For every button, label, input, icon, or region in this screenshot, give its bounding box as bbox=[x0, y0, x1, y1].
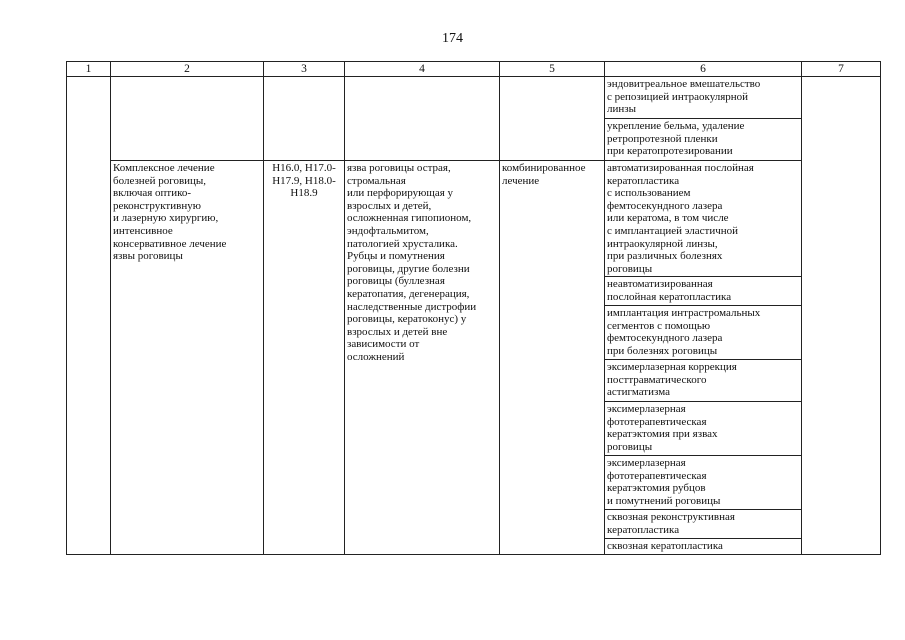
icd-codes-cell: H16.0, H17.0- H17.9, H18.0- H18.9 bbox=[264, 161, 345, 555]
method-cell: автоматизированная послойная кератопластика с использованием фемтосекундного лазера или кератома, в том числе с имплантацией эластичной интраокулярной линзы, при различных болезнях роговицы bbox=[605, 161, 802, 277]
prev-col5-cell bbox=[500, 77, 605, 161]
services-table bbox=[66, 61, 881, 555]
col1-cell bbox=[67, 77, 111, 555]
column-header-2: 2 bbox=[111, 62, 264, 77]
column-header-1: 1 bbox=[67, 62, 111, 77]
method-cell: имплантация интрастромальных сегментов с помощью фемтосекундного лазера при болезнях роговицы bbox=[605, 306, 802, 360]
method-cell: укрепление бельма, удаление ретропротезной пленки при кератопротезировании bbox=[605, 119, 802, 161]
method-cell: сквозная реконструктивная кератопластика bbox=[605, 510, 802, 539]
method-cell: сквозная кератопластика bbox=[605, 539, 802, 555]
method-cell: эксимерлазерная фототерапевтическая кератэктомия рубцов и помутнений роговицы bbox=[605, 456, 802, 510]
prev-col2-cell bbox=[111, 77, 264, 161]
column-header-3: 3 bbox=[264, 62, 345, 77]
prev-col3-cell bbox=[264, 77, 345, 161]
treatment-name-cell: Комплексное лечение болезней роговицы, включая оптико- реконструктивную и лазерную хирургию, интенсивное консервативное лечение язвы роговицы bbox=[111, 161, 264, 555]
column-header-7: 7 bbox=[802, 62, 881, 77]
method-cell: неавтоматизированная послойная кератопластика bbox=[605, 277, 802, 306]
column-header-6: 6 bbox=[605, 62, 802, 77]
column-header-5: 5 bbox=[500, 62, 605, 77]
diagnosis-cell: язва роговицы острая, стромальная или перфорирующая у взрослых и детей, осложненная гипопионом, эндофтальмитом, патологией хрусталика. Рубцы и помутнения роговицы, другие болезни роговицы (буллезная кератопатия, дегенерация, наследственные дистрофии роговицы, кератоконус) у взрослых и детей вне зависимости от осложнений bbox=[345, 161, 500, 555]
table-row bbox=[67, 77, 881, 119]
page-number: 174 bbox=[442, 31, 463, 46]
method-cell: эксимерлазерная фототерапевтическая кератэктомия при язвах роговицы bbox=[605, 402, 802, 456]
table-row bbox=[67, 161, 881, 277]
method-cell: эндовитреальное вмешательство с репозицией интраокулярной линзы bbox=[605, 77, 802, 119]
column-header-4: 4 bbox=[345, 62, 500, 77]
column-number-row bbox=[67, 62, 881, 77]
col7-cell bbox=[802, 77, 881, 555]
treatment-type-cell: комбинированное лечение bbox=[500, 161, 605, 555]
method-cell: эксимерлазерная коррекция посттравматического астигматизма bbox=[605, 360, 802, 402]
prev-col4-cell bbox=[345, 77, 500, 161]
